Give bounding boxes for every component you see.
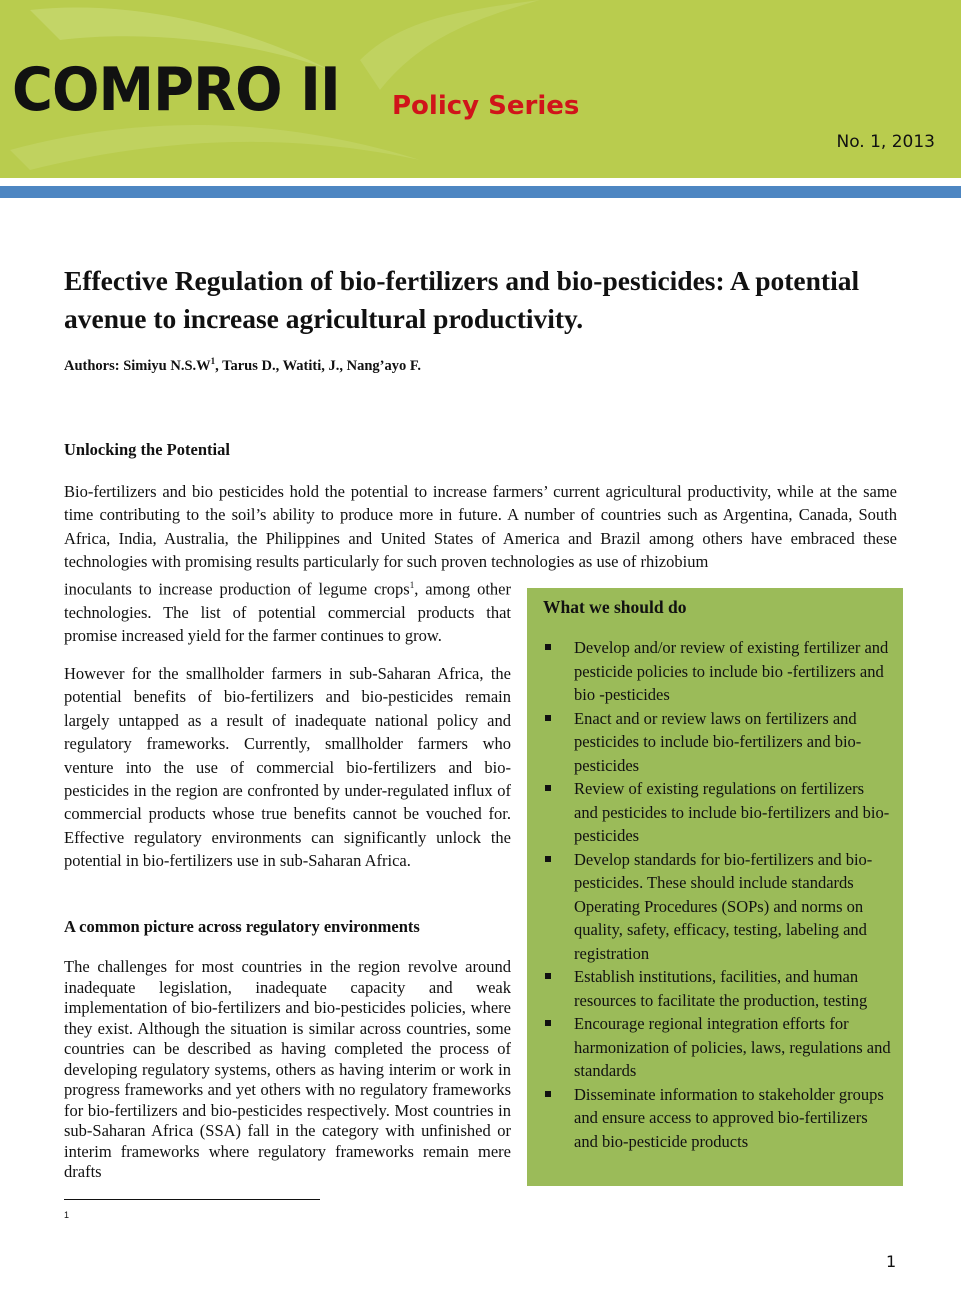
square-bullet-icon — [545, 644, 551, 650]
page-number: 1 — [886, 1252, 897, 1271]
intro-continued-text-b: , among other technologies. The list of potential commercial products that promise increased yield for the farmer continues to grow. — [64, 579, 511, 646]
challenges-paragraph: The challenges for most countries in the region revolve around inadequate legislation, inadequate capacity and weak implementation of bio-fertilizers and bio-pesticides policies, where they exist. Although the situation is similar across countries, some countries can be described as having completed the process of developing regulatory systems, others as having interim or work in progress frameworks and yet others with no regulatory frameworks for bio-fertilizers and bio-pesticides respectively. Most countries in sub-Saharan Africa (SSA) fall in the category with unfinished or interim frameworks where regulatory frameworks remain mere drafts — [64, 957, 511, 1181]
smallholder-paragraph: However for the smallholder farmers in sub-Saharan Africa, the potential benefits of bio-fertilizers and bio-pesticides remain largely untapped as a result of inadequate national policy and regulatory frameworks. Currently, smallholder farmers who venture into the use of commercial bio-fertilizers and bio-pesticides in the region are confronted by under-regulated influx of commercial products whose true benefits cannot be vouched for. Effective regulatory environments can significantly unlock the potential in bio-fertilizers use in sub-Saharan Africa. — [64, 664, 511, 871]
intro-paragraph: Bio-fertilizers and bio pesticides hold the potential to increase farmers’ current agricultural productivity, while at the same time contributing to the soil’s ability to produce more in future. A number of countries such as Argentina, Canada, South Africa, India, Australia, the Philippines and United States of America and Brazil among others have embraced these technologies with promising results particularly for such proven technologies as use of rhizobium — [64, 482, 897, 572]
authors-label: Authors: Simiyu N.S.W — [64, 357, 211, 374]
square-bullet-icon — [545, 856, 551, 862]
what-we-should-do-box — [527, 588, 903, 1186]
header-divider-blue — [0, 186, 961, 198]
list-item — [543, 965, 891, 1012]
authors-line — [64, 356, 421, 375]
list-item — [543, 777, 891, 848]
square-bullet-icon — [545, 1020, 551, 1026]
footnote-marker: 1 — [64, 1210, 70, 1220]
issue-number: No. 1, 2013 — [836, 132, 935, 152]
authors-footnote-ref: 1 — [210, 356, 216, 366]
section-heading-common-picture: A common picture across regulatory environments — [64, 917, 420, 936]
square-bullet-icon — [545, 715, 551, 721]
list-item-text: Disseminate information to stakeholder groups and ensure access to approved bio-fertilizers and bio-pesticide products — [574, 1084, 884, 1151]
square-bullet-icon — [545, 785, 551, 791]
box-title: What we should do — [543, 597, 687, 617]
intro-continued-text-a: inoculants to increase production of legume crops — [64, 579, 410, 599]
header-divider-white — [0, 178, 961, 186]
square-bullet-icon — [545, 973, 551, 979]
list-item — [543, 1012, 891, 1083]
list-item — [543, 707, 891, 778]
footnote-divider — [64, 1199, 320, 1200]
brand-logo-text: COMPRO II — [12, 55, 340, 125]
list-item-text: Enact and or review laws on fertilizers and pesticides to include bio-fertilizers and bio-pesticides — [574, 708, 862, 775]
article-title: Effective Regulation of bio-fertilizers and bio-pesticides: A potential avenue to increase agricultural productivity. — [64, 265, 860, 334]
list-item-text: Develop and/or review of existing fertilizer and pesticide policies to include bio -fertilizers and bio -pesticides — [574, 638, 889, 704]
intro-paragraph-continued — [64, 574, 511, 648]
list-item-text: Establish institutions, facilities, and human resources to facilitate the production, testing — [574, 967, 868, 1010]
section-heading-unlocking: Unlocking the Potential — [64, 440, 230, 459]
list-item — [543, 636, 891, 707]
intro-footnote-ref: 1 — [409, 580, 415, 590]
list-item-text: Encourage regional integration efforts for harmonization of policies, laws, regulations and standards — [574, 1014, 891, 1080]
list-item-text: Develop standards for bio-fertilizers and bio-pesticides. These should include standards Operating Procedures (SOPs) and norms on quality, safety, efficacy, testing, labeling and registration — [574, 849, 873, 963]
series-label: Policy Series — [392, 91, 580, 121]
list-item — [543, 1083, 891, 1154]
recommendation-list — [543, 636, 891, 1153]
list-item — [543, 848, 891, 966]
list-item-text: Review of existing regulations on fertilizers and pesticides to include bio-fertilizers and bio-pesticides — [574, 779, 890, 845]
header-banner — [0, 0, 961, 178]
authors-rest: , Tarus D., Watiti, J., Nang’ayo F. — [215, 357, 422, 374]
square-bullet-icon — [545, 1091, 551, 1097]
